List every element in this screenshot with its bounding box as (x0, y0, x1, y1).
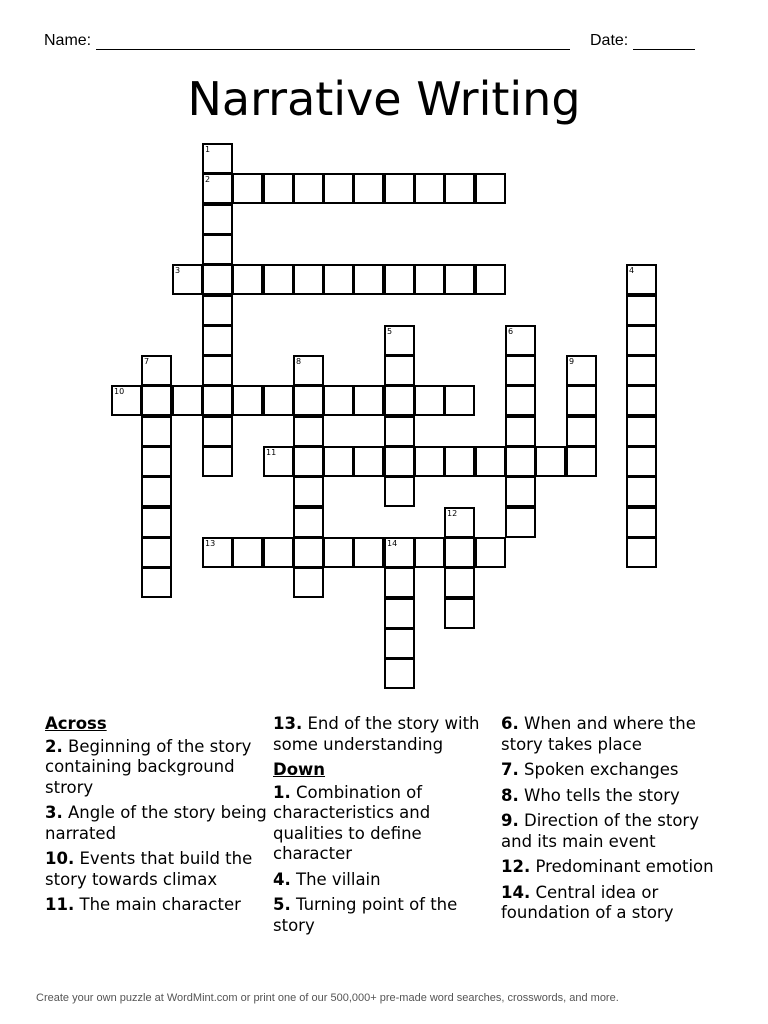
crossword-cell[interactable] (263, 264, 294, 295)
crossword-cell[interactable] (232, 537, 263, 568)
crossword-cell[interactable] (384, 567, 415, 598)
crossword-cell[interactable] (384, 598, 415, 629)
crossword-cell[interactable] (202, 537, 233, 568)
crossword-cell[interactable] (263, 173, 294, 204)
crossword-cell[interactable] (353, 446, 384, 477)
crossword-cell[interactable] (626, 446, 657, 477)
clue-number: 11 (266, 448, 277, 457)
crossword-cell[interactable] (293, 355, 324, 386)
crossword-cell[interactable] (323, 264, 354, 295)
crossword-cell[interactable] (353, 537, 384, 568)
crossword-cell[interactable] (202, 234, 233, 265)
crossword-cell[interactable] (202, 204, 233, 235)
crossword-cell[interactable] (475, 537, 506, 568)
clue-down-9: 9. Direction of the story and its main event (501, 811, 699, 851)
crossword-cell[interactable] (626, 264, 657, 295)
crossword-cell[interactable] (384, 446, 415, 477)
crossword-cell[interactable] (384, 628, 415, 659)
clue-across-13: 13. End of the story with some understanding (273, 714, 480, 754)
crossword-cell[interactable] (384, 416, 415, 447)
clue-across-3: 3. Angle of the story being narrated (45, 803, 267, 843)
clue-number: 1 (205, 145, 211, 154)
clue-down-6: 6. When and where the story takes place (501, 714, 696, 754)
crossword-cell[interactable] (384, 173, 415, 204)
clue-number: 8 (296, 357, 302, 366)
clue-number: 9 (569, 357, 575, 366)
crossword-cell[interactable] (384, 658, 415, 689)
name-line[interactable] (96, 35, 570, 50)
crossword-cell[interactable] (293, 416, 324, 447)
clue-number: 4 (629, 266, 635, 275)
crossword-cell[interactable] (505, 416, 536, 447)
crossword-cell[interactable] (293, 385, 324, 416)
crossword-cell[interactable] (444, 537, 475, 568)
name-label: Name: (44, 32, 92, 49)
crossword-cell[interactable] (566, 385, 597, 416)
crossword-cell[interactable] (353, 264, 384, 295)
clue-number: 12 (447, 509, 458, 518)
crossword-cell[interactable] (475, 446, 506, 477)
clue-number: 10 (114, 387, 125, 396)
clues-column-1 (45, 714, 275, 921)
crossword-cell[interactable] (141, 385, 172, 416)
crossword-cell[interactable] (323, 537, 354, 568)
crossword-cell[interactable] (323, 446, 354, 477)
crossword-cell[interactable] (384, 385, 415, 416)
crossword-cell[interactable] (626, 476, 657, 507)
crossword-cell[interactable] (293, 537, 324, 568)
crossword-cell[interactable] (475, 173, 506, 204)
crossword-cell[interactable] (626, 325, 657, 356)
crossword-cell[interactable] (293, 173, 324, 204)
crossword-cell[interactable] (626, 507, 657, 538)
clue-number: 13 (205, 539, 216, 548)
crossword-cell[interactable] (202, 325, 233, 356)
crossword-cell[interactable] (111, 385, 142, 416)
crossword-cell[interactable] (384, 264, 415, 295)
crossword-cell[interactable] (626, 385, 657, 416)
clue-down-7: 7. Spoken exchanges (501, 760, 679, 779)
crossword-cell[interactable] (566, 416, 597, 447)
crossword-cell[interactable] (141, 507, 172, 538)
clue-number: 7 (144, 357, 150, 366)
crossword-cell[interactable] (384, 325, 415, 356)
crossword-cell[interactable] (293, 476, 324, 507)
crossword-cell[interactable] (444, 567, 475, 598)
crossword-cell[interactable] (141, 476, 172, 507)
crossword-cell[interactable] (414, 446, 445, 477)
clue-down-4: 4. The villain (273, 869, 381, 889)
crossword-cell[interactable] (626, 537, 657, 568)
crossword-cell[interactable] (232, 173, 263, 204)
crossword-cell[interactable] (353, 173, 384, 204)
crossword-cell[interactable] (505, 446, 536, 477)
crossword-cell[interactable] (626, 295, 657, 326)
crossword-cell[interactable] (444, 507, 475, 538)
crossword-cell[interactable] (202, 173, 233, 204)
date-line[interactable] (633, 35, 695, 50)
crossword-cell[interactable] (232, 264, 263, 295)
crossword-cell[interactable] (202, 143, 233, 174)
crossword-cell[interactable] (384, 476, 415, 507)
crossword-cell[interactable] (293, 567, 324, 598)
crossword-cell[interactable] (323, 385, 354, 416)
clue-across-11: 11. The main character (45, 895, 241, 914)
crossword-cell[interactable] (202, 264, 233, 295)
crossword-cell[interactable] (172, 264, 203, 295)
clue-down-14: 14. Central idea or foundation of a story (501, 882, 674, 922)
crossword-cell[interactable] (444, 446, 475, 477)
crossword-cell[interactable] (263, 385, 294, 416)
crossword-cell[interactable] (384, 355, 415, 386)
clue-number: 3 (175, 266, 181, 275)
crossword-cell[interactable] (263, 537, 294, 568)
crossword-cell[interactable] (626, 355, 657, 386)
crossword-cell[interactable] (444, 173, 475, 204)
crossword-cell[interactable] (293, 446, 324, 477)
crossword-cell[interactable] (232, 385, 263, 416)
clues-column-3 (501, 714, 731, 929)
crossword-cell[interactable] (505, 355, 536, 386)
crossword-cell[interactable] (566, 355, 597, 386)
crossword-cell[interactable] (202, 355, 233, 386)
clue-down-5: 5. Turning point of the story (273, 895, 458, 935)
crossword-cell[interactable] (353, 385, 384, 416)
crossword-cell[interactable] (444, 385, 475, 416)
crossword-cell[interactable] (323, 173, 354, 204)
crossword-cell[interactable] (505, 507, 536, 538)
crossword-cell[interactable] (141, 416, 172, 447)
crossword-cell[interactable] (566, 446, 597, 477)
clue-number: 14 (387, 539, 398, 548)
crossword-cell[interactable] (626, 416, 657, 447)
clue-across-2: 2. Beginning of the story containing background strory (45, 736, 252, 797)
crossword-cell[interactable] (202, 446, 233, 477)
name-field[interactable] (44, 32, 570, 50)
crossword-cell[interactable] (263, 446, 294, 477)
clues-column-2 (273, 714, 503, 941)
crossword-cell[interactable] (141, 355, 172, 386)
crossword-cell[interactable] (444, 264, 475, 295)
crossword-cell[interactable] (293, 507, 324, 538)
clue-number: 6 (508, 327, 514, 336)
date-field[interactable] (590, 32, 695, 50)
crossword-cell[interactable] (414, 385, 445, 416)
clue-number: 2 (205, 175, 211, 184)
crossword-cell[interactable] (414, 173, 445, 204)
across-heading: Across (45, 714, 107, 733)
date-label: Date: (590, 32, 629, 49)
crossword-cell[interactable] (293, 264, 324, 295)
clue-down-8: 8. Who tells the story (501, 785, 680, 805)
crossword-cell[interactable] (505, 385, 536, 416)
crossword-cell[interactable] (172, 385, 203, 416)
crossword-cell[interactable] (202, 295, 233, 326)
crossword-cell[interactable] (505, 476, 536, 507)
crossword-cell[interactable] (141, 567, 172, 598)
clue-number: 5 (387, 327, 393, 336)
footer-note: Create your own puzzle at WordMint.com or print one of our 500,000+ pre-made word searches, crosswords, and more. (36, 992, 619, 1004)
crossword-cell[interactable] (414, 264, 445, 295)
clue-across-10: 10. Events that build the story towards climax (45, 849, 253, 889)
crossword-cell[interactable] (535, 446, 566, 477)
clue-down-1: 1. Combination of characteristics and qualities to define character (273, 782, 431, 863)
clue-down-12: 12. Predominant emotion (501, 857, 714, 876)
crossword-cell[interactable] (141, 446, 172, 477)
down-heading: Down (273, 760, 326, 779)
puzzle-title: Narrative Writing (187, 72, 581, 126)
crossword-cell[interactable] (202, 385, 233, 416)
crossword-cell[interactable] (384, 537, 415, 568)
crossword-cell[interactable] (505, 325, 536, 356)
crossword-cell[interactable] (444, 598, 475, 629)
crossword-cell[interactable] (141, 537, 172, 568)
crossword-cell[interactable] (475, 264, 506, 295)
crossword-cell[interactable] (202, 416, 233, 447)
crossword-cell[interactable] (414, 537, 445, 568)
